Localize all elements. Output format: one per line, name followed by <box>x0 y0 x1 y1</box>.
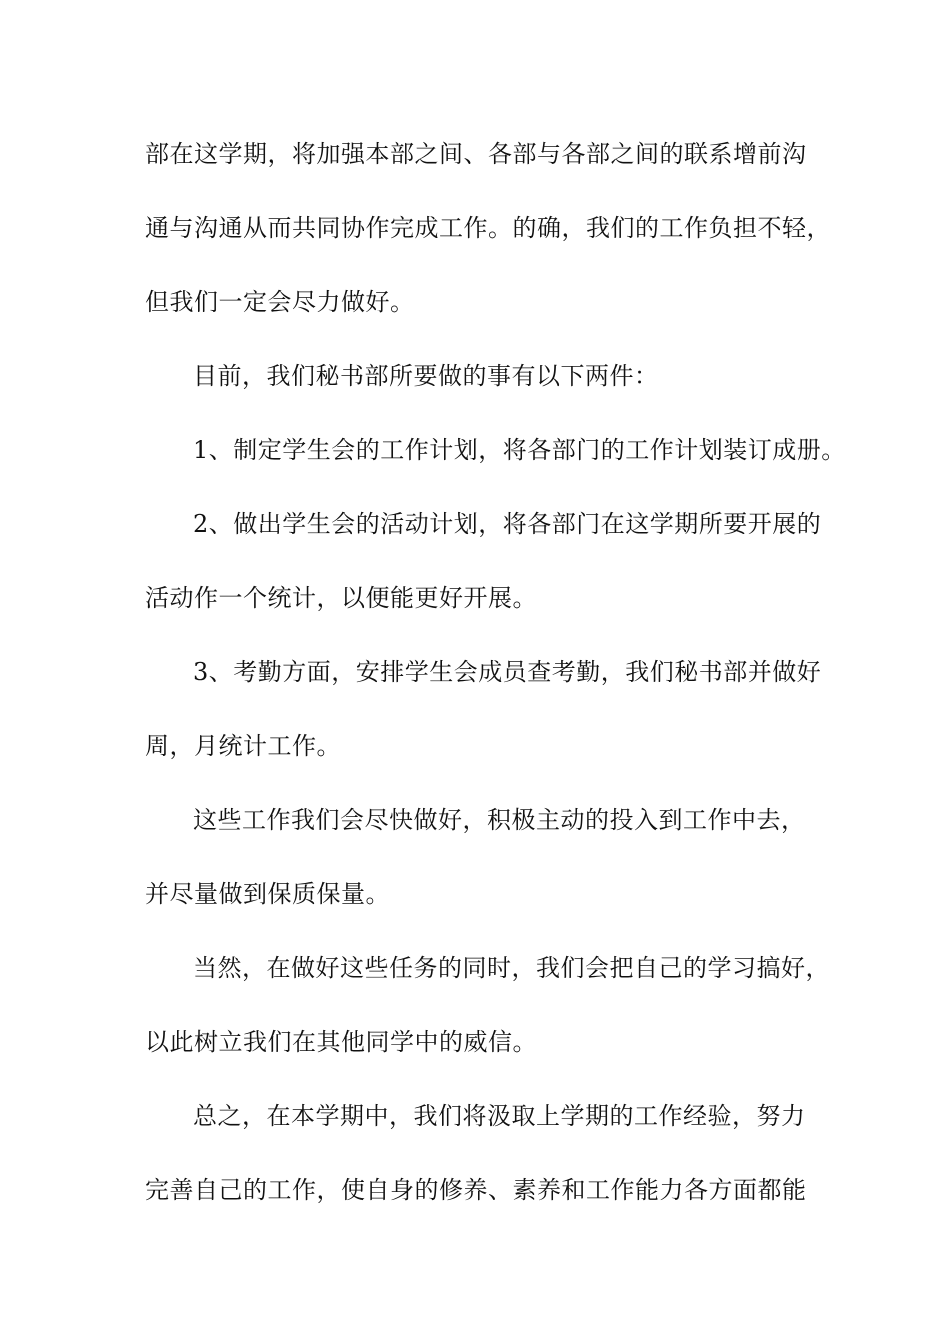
paragraph-line: 目前，我们秘书部所要做的事有以下两件： <box>193 362 659 390</box>
paragraph-line: 周，月统计工作。 <box>145 732 341 760</box>
paragraph-line: 这些工作我们会尽快做好，积极主动的投入到工作中去， <box>193 806 806 834</box>
paragraph-line: 部在这学期，将加强本部之间、各部与各部之间的联系增前沟 <box>145 140 807 168</box>
paragraph-line: 但我们一定会尽力做好。 <box>145 288 415 316</box>
list-item-1: 1、制定学生会的工作计划，将各部门的工作计划装订成册。 <box>193 436 846 464</box>
list-item-2: 2、做出学生会的活动计划，将各部门在这学期所要开展的 <box>193 510 822 538</box>
paragraph-line: 以此树立我们在其他同学中的威信。 <box>145 1028 537 1056</box>
list-item-3: 3、考勤方面，安排学生会成员查考勤，我们秘书部并做好 <box>193 658 822 686</box>
paragraph-line: 当然，在做好这些任务的同时，我们会把自己的学习搞好， <box>193 954 830 982</box>
paragraph-line: 完善自己的工作，使自身的修养、素养和工作能力各方面都能 <box>145 1176 807 1204</box>
paragraph-line: 总之，在本学期中，我们将汲取上学期的工作经验，努力 <box>193 1102 806 1130</box>
paragraph-line: 活动作一个统计，以便能更好开展。 <box>145 584 537 612</box>
paragraph-line: 并尽量做到保质保量。 <box>145 880 390 908</box>
paragraph-line: 通与沟通从而共同协作完成工作。的确，我们的工作负担不轻， <box>145 214 831 242</box>
